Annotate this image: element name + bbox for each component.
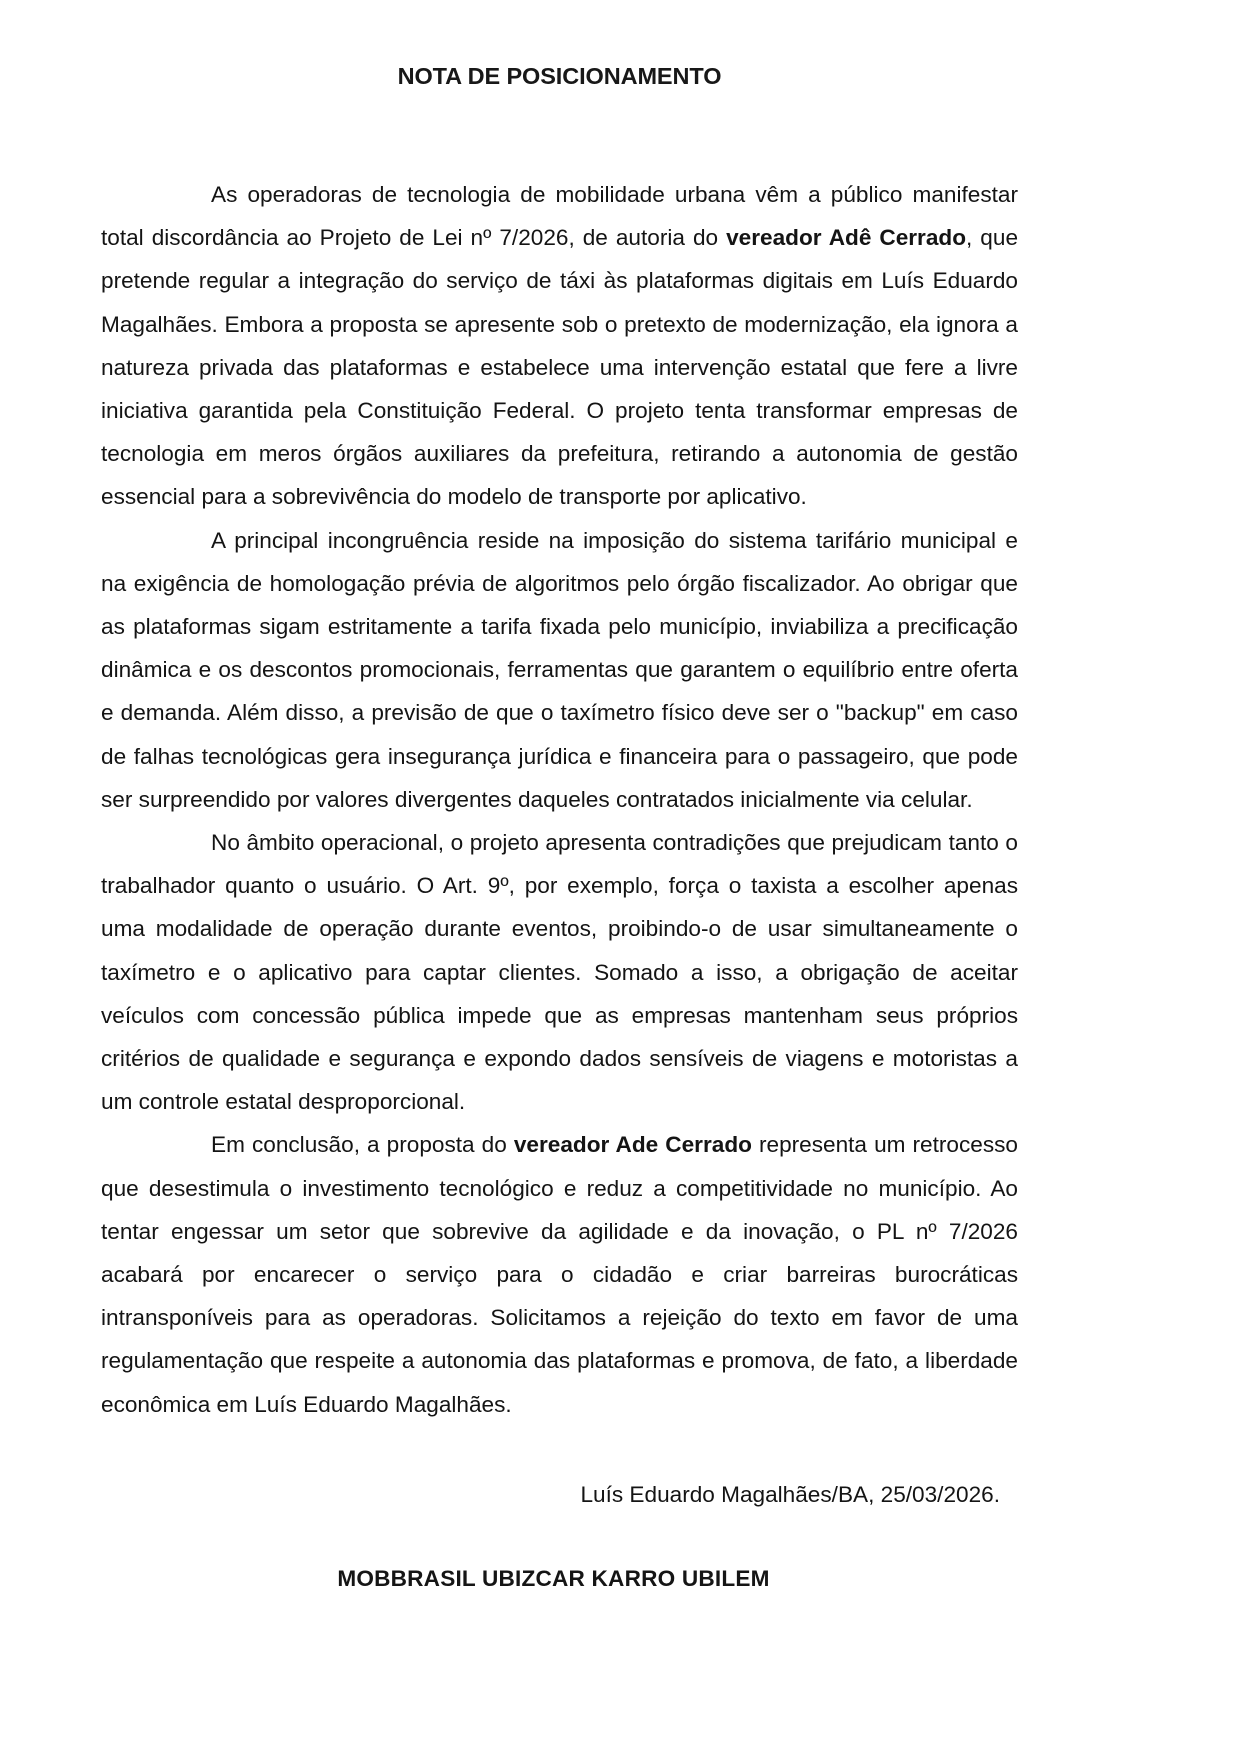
emphasis-text: vereador Adê Cerrado: [726, 225, 967, 251]
date-line: Luís Eduardo Magalhães/BA, 25/03/2026.: [580, 1481, 1000, 1507]
document-body: [101, 173, 1018, 1426]
body-text-run: As operadoras de tecnologia de mobilidade urbana vêm a público manifestar total discordância ao Projeto de Lei nº 7/2026, de autoria do: [101, 182, 1018, 251]
paragraph-p3: [101, 821, 1018, 1123]
document-content: [101, 0, 1018, 1592]
body-text-run: No âmbito operacional, o projeto apresenta contradições que prejudicam tanto o trabalhador quanto o usuário. O Art. 9º, por exemplo, força o taxista a escolher apenas uma modalidade de operação durante eventos, proibindo-o de usar simultaneamente o taxímetro e o aplicativo para captar clientes. Somado a isso, a obrigação de aceitar veículos com concessão pública impede que as empresas mantenham seus próprios critérios de qualidade e segurança e expondo dados sensíveis de viagens e motoristas a um controle estatal desproporcional.: [101, 830, 1018, 1115]
paragraph-p1: [101, 173, 1018, 519]
paragraph-p2: [101, 519, 1018, 821]
body-text-run: , que pretende regular a integração do serviço de táxi às plataformas digitais em Luís Eduardo Magalhães. Embora a proposta se apresente sob o pretexto de modernização, ela ignora a natureza privada das plataformas e estabelece uma intervenção estatal que fere a livre iniciativa garantida pela Constituição Federal. O projeto tenta transformar empresas de tecnologia em meros órgãos auxiliares da prefeitura, retirando a autonomia de gestão essencial para a sobrevivência do modelo de transporte por aplicativo.: [101, 225, 1019, 510]
page-title: NOTA DE POSICIONAMENTO: [397, 63, 722, 89]
body-text-run: Em conclusão, a proposta do: [211, 1132, 514, 1158]
emphasis-text: vereador Ade Cerrado: [513, 1132, 752, 1158]
paragraph-p4: [101, 1123, 1018, 1425]
body-text-run: A principal incongruência reside na imposição do sistema tarifário municipal e na exigência de homologação prévia de algoritmos pelo órgão fiscalizador. Ao obrigar que as plataformas sigam estritamente a tarifa fixada pelo município, inviabiliza a precificação dinâmica e os descontos promocionais, ferramentas que garantem o equilíbrio entre oferta e demanda. Além disso, a previsão de que o taxímetro físico deve ser o "backup" em caso de falhas tecnológicas gera insegurança jurídica e financeira para o passageiro, que pode ser surpreendido por valores divergentes daqueles contratados inicialmente via celular.: [101, 527, 1018, 812]
body-text-run: representa um retrocesso que desestimula o investimento tecnológico e reduz a competitividade no município. Ao tentar engessar um setor que sobrevive da agilidade e da inovação, o PL nº 7/2026 acabará por encarecer o serviço para o cidadão e criar barreiras burocráticas intransponíveis para as operadoras. Solicitamos a rejeição do texto em favor de uma regulamentação que respeite a autonomia das plataformas e promova, de fato, a liberdade econômica em Luís Eduardo Magalhães.: [101, 1132, 1018, 1417]
signature-line: MOBBRASIL UBIZCAR KARRO UBILEM: [337, 1566, 770, 1592]
